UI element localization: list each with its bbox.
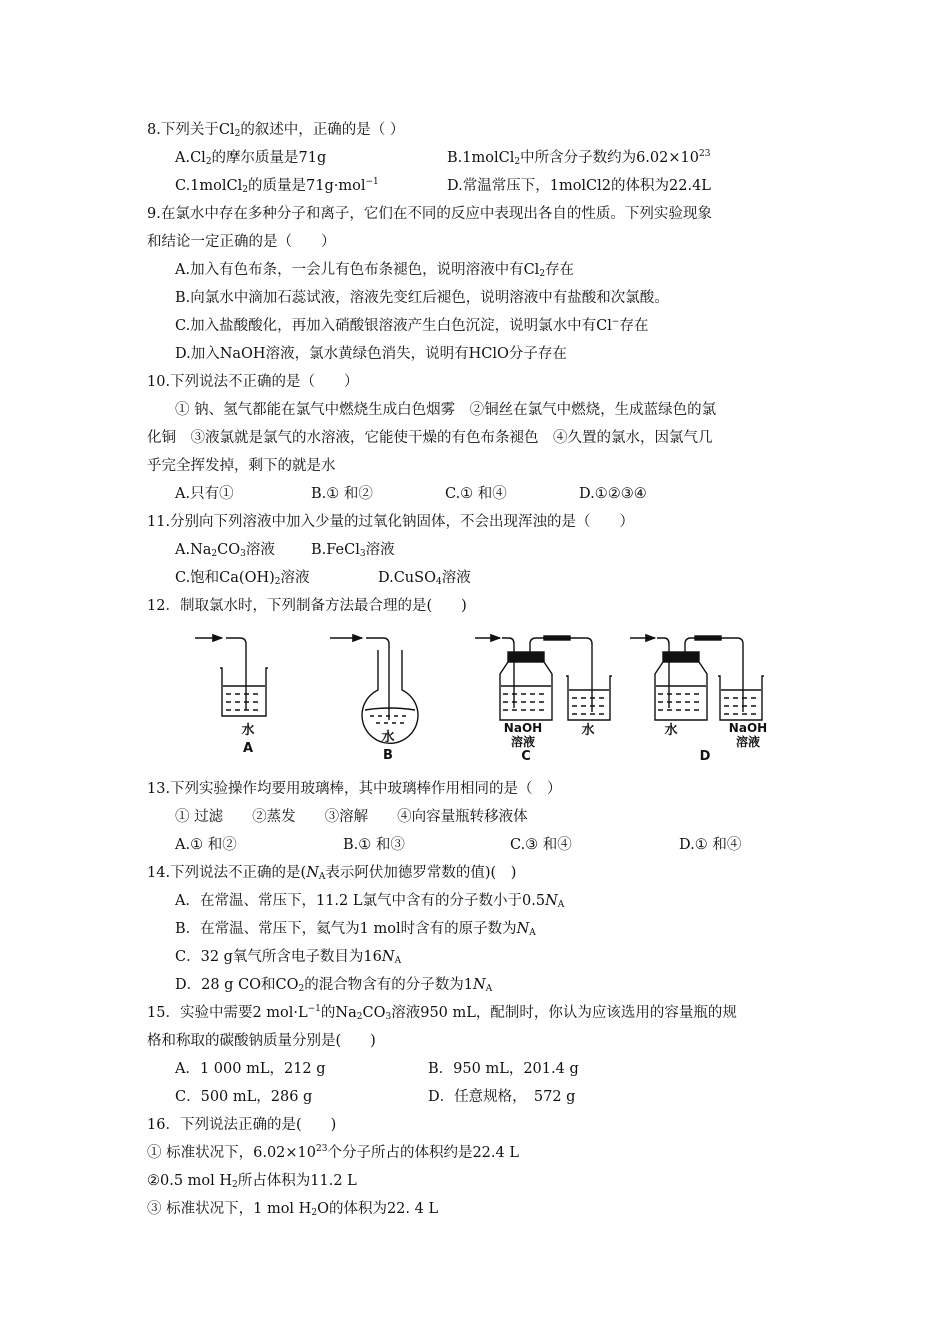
- label-d-water: 水: [664, 723, 678, 738]
- q9-option-d: D.加入NaOH溶液，氯水黄绿色消失，说明有HClO分子存在: [175, 346, 567, 362]
- label-c: C: [521, 749, 531, 764]
- q14-option-a: A．在常温、常压下，11.2 L氯气中含有的分子数小于$0.5N_A$: [175, 893, 565, 910]
- q13-stem: 13.下列实验操作均要用玻璃棒，其中玻璃棒作用相同的是（ ）: [147, 781, 562, 797]
- label-d: D: [699, 749, 711, 764]
- q14-option-b: B．在常温、常压下，氦气为1 mol时含有的原子数为$N_A$: [175, 921, 536, 938]
- apparatus-b: [330, 638, 418, 743]
- q11-stem: 11.分别向下列溶液中加入少量的过氧化钠固体，不会出现浑浊的是（ ）: [147, 514, 635, 530]
- apparatus-a: [195, 638, 268, 716]
- q15-option-d: D．任意规格， 572 g: [428, 1089, 576, 1105]
- q10-statement-line1: ① 钠、氢气都能在氯气中燃烧生成白色烟雾 ②铜丝在氯气中燃烧，生成蓝绿色的氯: [175, 402, 717, 418]
- q9-stem-line1: 9.在氯水中存在多种分子和离子，它们在不同的反应中表现出各自的性质。下列实验现象: [147, 206, 712, 222]
- q10-statement-line3: 乎完全挥发掉，剩下的就是水: [147, 458, 336, 474]
- q11-option-a: $A.Na_2CO_3$溶液: [175, 542, 275, 559]
- q16-stem: 16．下列说法正确的是( ): [147, 1117, 337, 1133]
- q8-option-d: D.常温常压下，1molCl2的体积为22.4L: [447, 178, 711, 194]
- label-a: A: [242, 741, 254, 756]
- q10-statement-line2: 化铜 ③液氯就是氯气的水溶液，它能使干燥的有色布条褪色 ④久置的氯水，因氯气几: [147, 430, 713, 446]
- q8-option-c: C.1molCl$_2$的质量是71g·mol$^{-1}$: [175, 177, 379, 195]
- q16-statement-3: ③ 标准状况下，1 mol $H_2O$的体积为22. 4 L: [147, 1201, 439, 1218]
- q15-option-b: B．950 mL，201.4 g: [428, 1061, 579, 1077]
- q11-option-d: D.CuSO$_4$溶液: [378, 570, 471, 587]
- q8-option-a: $A.Cl_2$的摩尔质量是71g: [175, 150, 327, 167]
- label-c-solution: 溶液: [510, 735, 536, 749]
- q13-option-d: D.① 和④: [679, 837, 742, 853]
- q10-option-a: A.只有①: [175, 486, 234, 502]
- q8-stem: 8.下列关于$Cl_2$的叙述中，正确的是（ ）: [147, 122, 405, 139]
- q9-option-a: A.加入有色布条，一会儿有色布条褪色，说明溶液中有$Cl_2$存在: [175, 262, 575, 279]
- q10-option-c: C.① 和④: [445, 486, 507, 502]
- q11-option-c: C.饱和$Ca(OH)_2$溶液: [175, 570, 310, 587]
- q9-option-c: C.加入盐酸酸化，再加入硝酸银溶液产生白色沉淀，说明氯水中有Cl−存在: [175, 317, 649, 334]
- q14-stem: 14.下列说法不正确的是($N_A$表示阿伏加德罗常数的值)( ): [147, 865, 517, 882]
- q14-option-d: D．28 g CO和$CO_2$的混合物含有的分子数为$1N_A$: [175, 977, 493, 994]
- apparatus-c: [475, 636, 612, 720]
- label-c-naoh: NaOH: [503, 721, 543, 735]
- label-d-naoh: NaOH: [728, 721, 768, 735]
- label-c-water: 水: [581, 723, 595, 738]
- q10-option-b: B.① 和②: [311, 486, 373, 502]
- label-b: B: [383, 748, 393, 763]
- q10-stem: 10.下列说法不正确的是（ ）: [147, 374, 359, 390]
- q13-option-c: C.③ 和④: [510, 837, 572, 853]
- apparatus-d: [630, 636, 764, 720]
- label-a-water: 水: [241, 723, 255, 738]
- q13-items: ① 过滤 ②蒸发 ③溶解 ④向容量瓶转移液体: [175, 809, 528, 825]
- label-d-solution: 溶液: [735, 735, 761, 749]
- q15-option-a: A．1 000 mL，212 g: [175, 1061, 326, 1077]
- q10-option-d: D.①②③④: [579, 486, 647, 502]
- q16-statement-1: ① 标准状况下，$6.02\times 10^{23}$个分子所占的体积约是22.4 L: [147, 1144, 519, 1161]
- q9-option-b: B.向氯水中滴加石蕊试液，溶液先变红后褪色，说明溶液中有盐酸和次氯酸。: [175, 290, 669, 306]
- q14-option-c: C．32 g氧气所含电子数目为$16N_A$: [175, 949, 402, 966]
- q13-option-a: A.① 和②: [175, 837, 237, 853]
- q16-statement-2: ②0.5 mol $H_2$所占体积为11.2 L: [147, 1173, 357, 1190]
- q11-option-b: B.FeCl$_3$溶液: [311, 542, 395, 559]
- apparatus-figure: [190, 628, 780, 768]
- q8-option-b: B.1molCl$_2$中所含分子数约为$6.02\times 10^{23}$: [447, 149, 711, 167]
- label-b-water: 水: [381, 730, 395, 745]
- q9-stem-line2: 和结论一定正确的是（ ）: [147, 234, 336, 250]
- q13-option-b: B.① 和③: [343, 837, 405, 853]
- q12-stem: 12．制取氯水时，下列制备方法最合理的是( ): [147, 598, 467, 614]
- q15-stem-line1: 15．实验中需要2 $mol\cdot L^{-1}$的$Na_2CO_3$溶液950 mL，配制时，你认为应该选用的容量瓶的规: [147, 1004, 737, 1022]
- q15-option-c: C．500 mL，286 g: [175, 1089, 313, 1105]
- q15-stem-line2: 格和称取的碳酸钠质量分别是( ): [147, 1033, 376, 1049]
